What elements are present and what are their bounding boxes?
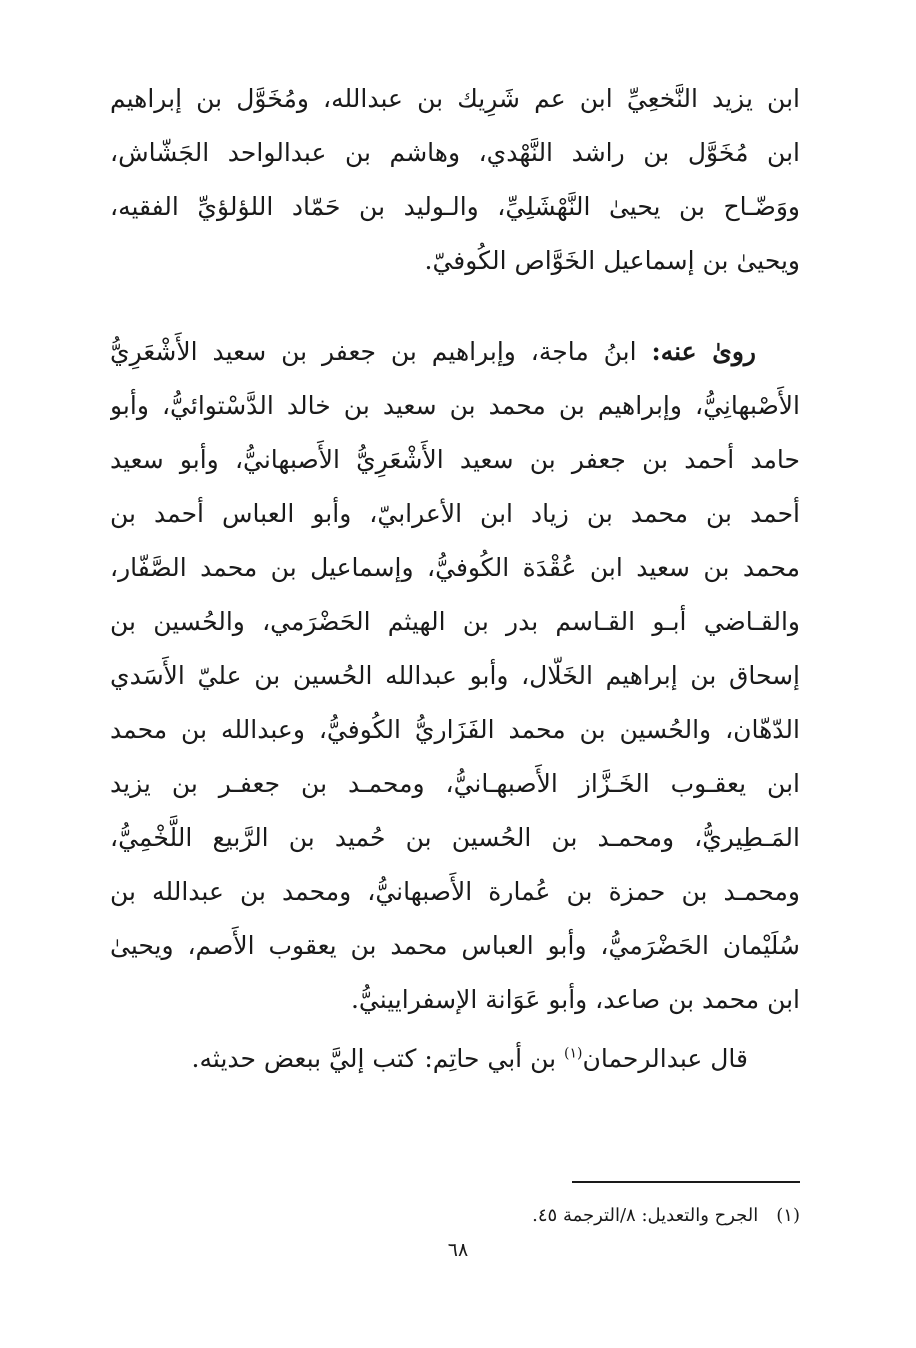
footnote	[532, 1198, 800, 1234]
text-line	[110, 1032, 800, 1086]
footnote-separator	[572, 1181, 800, 1183]
paragraph-quote	[110, 1032, 800, 1086]
text-line: ابن يزيد النَّخعِيِّ ابن عم شَرِيك بن عبدالله، ومُخَوَّل بن إبراهيم	[110, 84, 800, 113]
quote-speaker: قال عبدالرحمان	[582, 1044, 748, 1073]
text-line: الدّهّان، والحُسين بن محمد الفَزَاريُّ الكُوفيُّ، وعبدالله بن محمد	[110, 715, 800, 744]
paragraph-narrated-by	[110, 325, 800, 1027]
text-line: محمد بن سعيد ابن عُقْدَة الكُوفيُّ، وإسماعيل بن محمد الصَّفّار،	[110, 553, 800, 582]
text-line: ابن محمد بن صاعد، وأبو عَوَانة الإسفرايينيُّ.	[350, 985, 800, 1014]
text-line: إسحاق بن إبراهيم الخَلّال، وأبو عبدالله الحُسين بن عليّ الأَسَدي	[110, 661, 800, 690]
text-line	[110, 325, 800, 379]
footnote-number: (١)	[776, 1205, 800, 1226]
footnote-text: الجرح والتعديل: ٨/الترجمة ٤٥.	[532, 1205, 759, 1226]
quote-text: بن أبي حاتِم: كتب إليَّ ببعض حديثه.	[191, 1044, 565, 1073]
text-line: ويحيىٰ بن إسماعيل الخَوَّاص الكُوفيّ.	[424, 246, 800, 275]
paragraph-narrators-from	[110, 72, 800, 288]
text-line: ووَضّـاح بن يحيىٰ النَّهْشَلِيِّ، والـوليد بن حَمّاد اللؤلؤيِّ الفقيه،	[110, 192, 800, 221]
text-line: أحمد بن محمد بن زياد ابن الأعرابيّ، وأبو العباس أحمد بن	[110, 499, 800, 528]
text-line: والقـاضي أبـو القـاسم بدر بن الهيثم الحَضْرَمي، والحُسين بن	[110, 607, 800, 636]
text-line: ابن مُخَوَّل بن راشد النَّهْدي، وهاشم بن عبدالواحد الجَشّاش،	[110, 138, 800, 167]
text-line: ابن يعقـوب الخَـزَّاز الأَصبهـانيُّ، ومحمـد بن جعفـر بن يزيد	[110, 769, 800, 798]
text-line-rest: ابنُ ماجة، وإبراهيم بن جعفر بن سعيد الأَشْعَرِيُّ	[110, 337, 652, 366]
page-number: ٦٨	[447, 1239, 469, 1261]
text-line: حامد أحمد بن جعفر بن سعيد الأَشْعَرِيُّ الأَصبهانيُّ، وأبو سعيد	[110, 445, 800, 474]
text-line: المَـطِيريُّ، ومحمـد بن الحُسين بن حُميد بن الرَّبيع اللَّخْمِيُّ،	[110, 823, 800, 852]
text-line: سُلَيْمان الحَضْرَميُّ، وأبو العباس محمد بن يعقوب الأَصم، ويحيىٰ	[110, 931, 800, 960]
paragraph-lead: روىٰ عنه:	[651, 337, 756, 366]
text-line: الأَصْبهانِيُّ، وإبراهيم بن محمد بن سعيد بن خالد الدَّسْتوائيُّ، وأبو	[110, 391, 800, 420]
text-line: ومحمـد بن حمزة بن عُمارة الأَصبهانيُّ، ومحمد بن عبدالله بن	[110, 877, 800, 906]
footnote-reference[interactable]: (١)	[564, 1045, 583, 1062]
